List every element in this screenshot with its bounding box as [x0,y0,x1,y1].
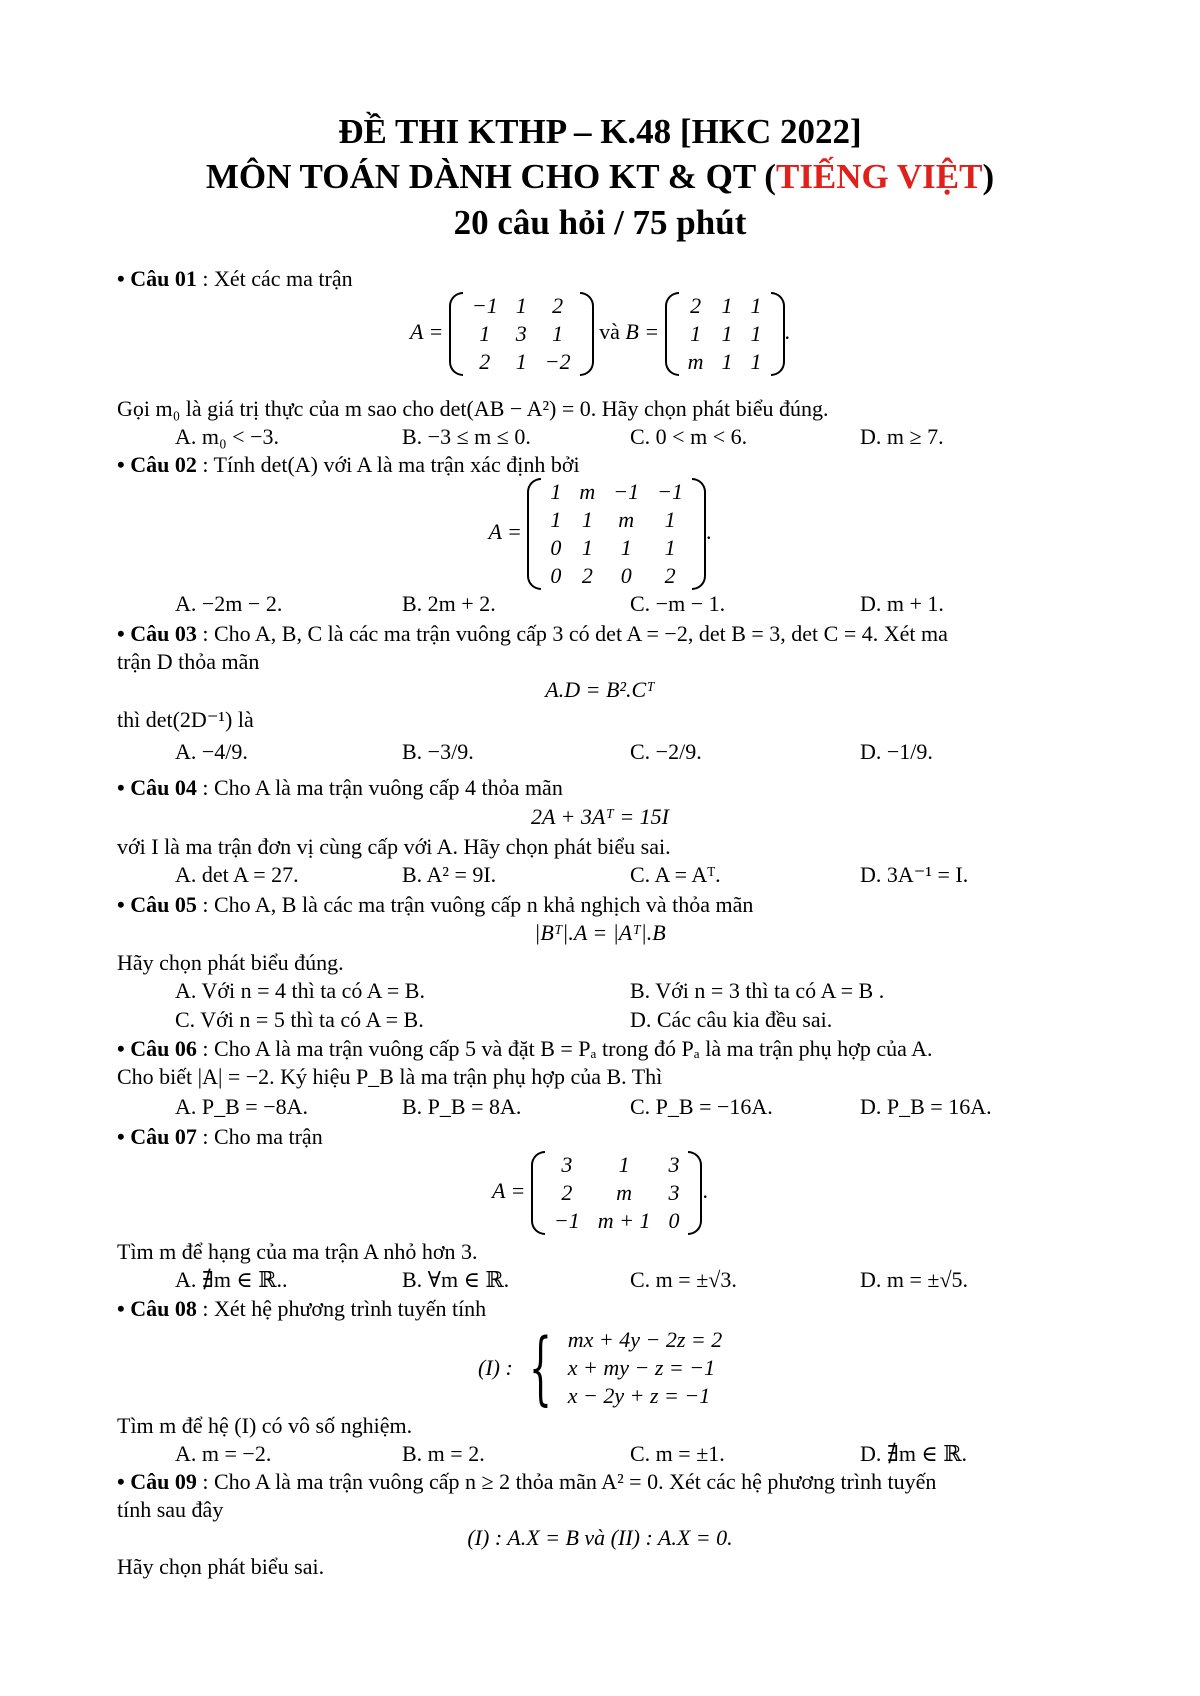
matrix-cell: m [687,349,704,374]
matrix-cell: 1 [664,535,676,560]
option-b: B. A² = 9I. [402,862,497,887]
option-d: D. Các câu kia đều sai. [630,1007,833,1032]
matrix-b-table [679,292,771,376]
matrix-cell: −1 [613,479,640,504]
matrix-a-table [463,292,580,376]
system-label: (I) : [478,1355,513,1380]
question-01-intro [117,265,353,293]
matrix-cell: −2 [544,349,571,374]
question-text: : Cho A là ma trận vuông cấp 4 thỏa mãn [196,775,563,800]
matrix-cell: 1 [721,321,733,346]
option-b: B. P_B = 8A. [402,1094,522,1119]
option-b: B. 2m + 2. [402,591,496,616]
equation-1: mx + 4y − 2z = 2 [567,1327,723,1352]
exam-title: ĐỀ THI KTHP – K.48 [HKC 2022] [338,112,862,151]
option-a: A. ∄m ∈ ℝ.. [175,1267,288,1292]
option-d: D. m ≥ 7. [860,424,944,449]
matrix-a-label: A = [409,319,444,345]
option-d: D. −1/9. [860,739,933,764]
question-label: • Câu 04 [117,775,197,800]
matrix-cell: m [579,479,596,504]
question-04-text: với I là ma trận đơn vị cùng cấp với A. Hãy chọn phát biểu sai. [117,834,671,859]
question-text: : Cho A, B là các ma trận vuông cấp n khả nghịch và thỏa mãn [196,892,754,917]
question-label: • Câu 02 [117,452,197,477]
option-a: A. m₀ < −3. [175,424,279,449]
matrix-cell: m [618,507,635,532]
period: . [702,1178,708,1204]
option-a: A. −4/9. [175,739,248,764]
option-b: B. Với n = 3 thì ta có A = B . [630,978,885,1003]
exam-subject [0,157,1200,197]
question-text: : Cho A là ma trận vuông cấp 5 và đặt B = Pₐ trong đó Pₐ là ma trận phụ hợp của A. [196,1036,933,1061]
matrix-cell: 2 [561,1180,573,1205]
right-paren-icon [771,292,785,376]
question-05-intro [117,891,753,919]
question-08-text: Tìm m để hệ (I) có vô số nghiệm. [117,1413,413,1438]
matrix-cell: 1 [550,479,562,504]
system-equations [568,1326,723,1410]
period: . [706,519,712,545]
subject-text: MÔN TOÁN DÀNH CHO KT & QT ( [205,157,776,196]
option-b: B. ∀m ∈ ℝ. [402,1267,510,1292]
matrix-cell: 1 [620,535,632,560]
matrix-table [545,1151,689,1235]
equation-2: x + my − z = −1 [567,1355,716,1380]
matrix-cell: 1 [552,321,564,346]
left-paren-icon [527,478,541,590]
question-01-matrices [0,292,1200,376]
question-label: • Câu 07 [117,1124,197,1149]
matrix-b [665,292,785,376]
matrix-cell: 3 [515,321,527,346]
matrix-cell: m + 1 [597,1208,651,1233]
matrix-cell: 3 [668,1152,680,1177]
option-c: C. −2/9. [630,739,702,764]
matrix-cell: 1 [721,293,733,318]
matrix-cell: 1 [581,507,593,532]
matrix-cell: 1 [721,349,733,374]
matrix-label: A = [488,519,522,545]
option-d: D. m = ±√5. [860,1267,969,1292]
matrix-cell: 1 [618,1152,630,1177]
matrix-cell: 2 [581,563,593,588]
matrix-cell: 2 [479,349,491,374]
right-paren-icon [692,478,706,590]
question-label: • Câu 05 [117,892,197,917]
question-text: : Tính det(A) với A là ma trận xác định bởi [196,452,580,477]
question-04-intro [117,774,563,802]
question-text: : Xét các ma trận [196,266,353,291]
option-c: C. A = Aᵀ. [630,862,721,887]
question-03-equation: A.D = B².Cᵀ [545,677,655,702]
option-b: B. −3 ≤ m ≤ 0. [402,424,531,449]
right-paren-icon [580,292,594,376]
matrix-cell: 2 [664,563,676,588]
right-paren-icon [688,1151,702,1235]
matrix-cell: −1 [553,1208,580,1233]
period: . [784,319,791,345]
conjunction: và [599,319,620,345]
option-d: D. 3A⁻¹ = I. [860,862,969,887]
language-tag: TIẾNG VIỆT [775,157,983,196]
exam-duration: 20 câu hỏi / 75 phút [453,203,747,242]
matrix-a [531,1151,703,1235]
question-03-intro-cont: trận D thỏa mãn [117,649,260,674]
option-a: A. P_B = −8A. [175,1094,308,1119]
matrix-cell: 0 [668,1208,680,1233]
option-b: B. −3/9. [402,739,474,764]
question-label: • Câu 08 [117,1296,197,1321]
option-d: D. m + 1. [860,591,944,616]
option-a: A. det A = 27. [175,862,299,887]
matrix-label: A = [492,1178,526,1204]
matrix-cell: 1 [581,535,593,560]
option-c: C. m = ±1. [630,1441,725,1466]
matrix-cell: 1 [750,321,762,346]
question-03-intro [117,620,948,648]
question-05-equation: |Bᵀ|.A = |Aᵀ|.B [534,920,666,945]
question-09-equation: (I) : A.X = B và (II) : A.X = 0. [467,1525,733,1550]
option-c: C. m = ±√3. [630,1267,737,1292]
brace-icon: { [528,1321,552,1414]
option-c: C. P_B = −16A. [630,1094,773,1119]
matrix-cell: 1 [750,349,762,374]
left-paren-icon [531,1151,545,1235]
matrix-cell: 1 [690,321,702,346]
matrix-b-label: B = [625,319,660,345]
question-08-system [478,1322,722,1414]
matrix-a [449,292,594,376]
option-c: C. 0 < m < 6. [630,424,748,449]
matrix-cell: 1 [479,321,491,346]
question-06-intro-cont: Cho biết |A| = −2. Ký hiệu P_B là ma trận phụ hợp của B. Thì [117,1064,663,1089]
question-text: : Xét hệ phương trình tuyến tính [196,1296,487,1321]
matrix-cell: m [616,1180,633,1205]
matrix-cell: 1 [550,507,562,532]
question-03-text: thì det(2D⁻¹) là [117,707,254,732]
question-text: : Cho A, B, C là các ma trận vuông cấp 3 có det A = −2, det B = 3, det C = 4. Xét ma [196,621,948,646]
question-label: • Câu 09 [117,1469,197,1494]
matrix-cell: −1 [657,479,683,504]
left-paren-icon [449,292,463,376]
option-a: A. −2m − 2. [175,591,283,616]
option-d: D. P_B = 16A. [860,1094,992,1119]
equation-3: x − 2y + z = −1 [567,1383,711,1408]
matrix-cell: 2 [552,293,564,318]
option-d: D. ∄m ∈ ℝ. [860,1441,968,1466]
question-07-text: Tìm m để hạng của ma trận A nhỏ hơn 3. [117,1239,478,1264]
option-c: C. Với n = 5 thì ta có A = B. [175,1007,424,1032]
matrix-cell: 0 [550,563,562,588]
question-04-equation: 2A + 3Aᵀ = 15I [531,804,669,829]
question-06-intro [117,1035,933,1063]
subject-close: ) [982,157,995,196]
question-text: : Cho ma trận [196,1124,323,1149]
option-a: A. m = −2. [175,1441,272,1466]
matrix-cell: 1 [515,349,527,374]
question-09-intro [117,1468,936,1496]
question-07-intro [117,1123,323,1151]
matrix-cell: 2 [690,293,702,318]
matrix-cell: 1 [750,293,762,318]
question-label: • Câu 06 [117,1036,197,1061]
matrix-cell: 3 [668,1180,680,1205]
left-paren-icon [665,292,679,376]
matrix-cell: 3 [561,1152,573,1177]
matrix-cell: 0 [620,563,632,588]
question-09-intro-cont: tính sau đây [117,1497,224,1522]
question-01-text: Gọi m₀ là giá trị thực của m sao cho det(AB − A²) = 0. Hãy chọn phát biểu đúng. [117,396,829,421]
matrix-table [541,478,692,590]
question-05-text: Hãy chọn phát biểu đúng. [117,950,344,975]
matrix-cell: 1 [664,507,676,532]
option-a: A. Với n = 4 thì ta có A = B. [175,978,425,1003]
question-02-intro [117,451,580,479]
matrix-a [527,478,706,590]
question-text: : Cho A là ma trận vuông cấp n ≥ 2 thỏa mãn A² = 0. Xét các hệ phương trình tuyến [196,1469,937,1494]
question-07-matrix [0,1151,1200,1235]
question-label: • Câu 03 [117,621,197,646]
question-02-matrix [0,478,1200,590]
matrix-cell: 0 [550,535,562,560]
question-09-text: Hãy chọn phát biểu sai. [117,1554,325,1579]
option-c: C. −m − 1. [630,591,726,616]
question-08-intro [117,1295,486,1323]
matrix-cell: 1 [515,293,527,318]
option-b: B. m = 2. [402,1441,485,1466]
question-label: • Câu 01 [117,266,197,291]
matrix-cell: −1 [471,293,498,318]
